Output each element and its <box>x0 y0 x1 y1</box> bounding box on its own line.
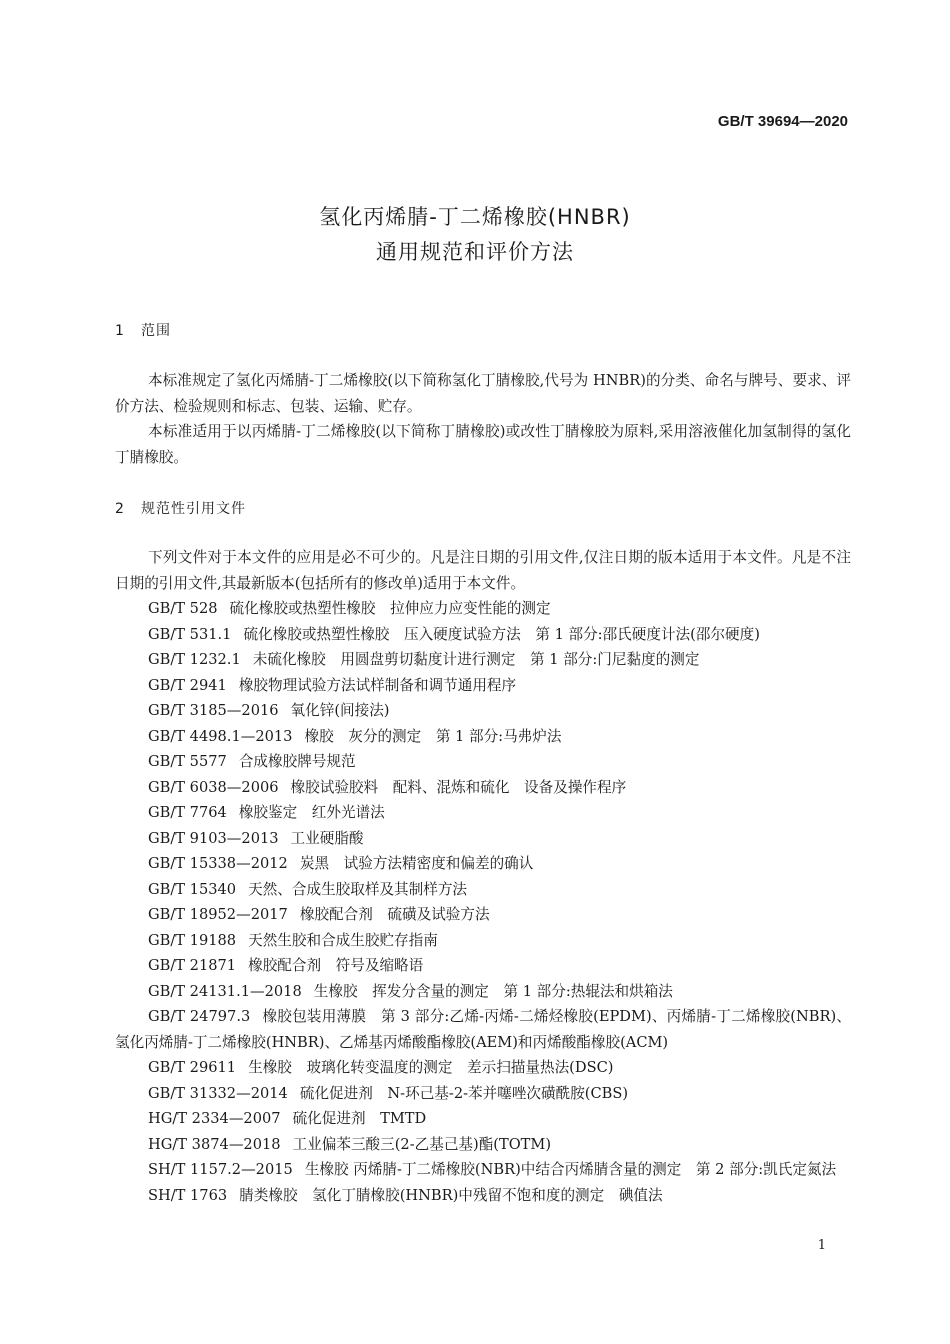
reference-title: 硫化橡胶或热塑性橡胶 拉伸应力应变性能的测定 <box>229 600 551 617</box>
reference-item <box>115 1081 851 1107</box>
reference-code: GB/T 1232.1 <box>148 651 241 668</box>
reference-code: GB/T 4498.1—2013 <box>148 727 293 745</box>
reference-title: 橡胶试验胶料 配料、混炼和硫化 设备及操作程序 <box>290 778 627 796</box>
reference-code: GB/T 21871 <box>148 957 237 974</box>
reference-code: GB/T 5577 <box>148 753 227 770</box>
reference-title: 天然、合成生胶取样及其制样方法 <box>248 880 468 898</box>
section-number: 1 <box>115 323 125 339</box>
document-title-line-2: 通用规范和评价方法 <box>376 240 574 264</box>
reference-code: GB/T 15340 <box>148 880 237 898</box>
reference-item <box>115 928 851 954</box>
reference-item <box>115 749 851 775</box>
reference-title: 工业硬脂酸 <box>290 829 364 847</box>
reference-title: 硫化橡胶或热塑性橡胶 压入硬度试验方法 第 1 部分:邵氏硬度计法(邵尔硬度) <box>243 625 760 643</box>
reference-title: 橡胶配合剂 符号及缩略语 <box>248 957 424 974</box>
reference-item <box>115 1106 851 1132</box>
reference-title: 生橡胶 玻璃化转变温度的测定 差示扫描量热法(DSC) <box>248 1059 614 1076</box>
reference-item <box>115 1132 851 1158</box>
normative-references-list <box>115 596 851 1208</box>
reference-code: GB/T 18952—2017 <box>148 906 288 923</box>
reference-code: HG/T 2334—2007 <box>148 1110 281 1127</box>
reference-item <box>115 622 851 648</box>
reference-title: 橡胶包装用薄膜 第 3 部分:乙烯-丙烯-二烯烃橡胶(EPDM)、丙烯腈-丁二烯橡胶(NBR)、氢化丙烯腈-丁二烯橡胶(HNBR)、乙烯基丙烯酸酯橡胶(AEM)和丙烯酸酯橡胶(ACM) <box>115 1008 851 1051</box>
reference-item <box>115 596 851 622</box>
reference-item <box>115 698 851 724</box>
reference-title: 合成橡胶牌号规范 <box>238 753 356 770</box>
reference-item <box>115 647 851 673</box>
reference-code: SH/T 1763 <box>148 1186 228 1204</box>
reference-code: GB/T 9103—2013 <box>148 829 279 847</box>
reference-title: 天然生胶和合成生胶贮存指南 <box>248 931 438 949</box>
reference-item <box>115 979 851 1005</box>
reference-code: HG/T 3874—2018 <box>148 1135 281 1153</box>
section-1-heading <box>115 320 171 340</box>
reference-item <box>115 851 851 877</box>
reference-code: GB/T 2941 <box>148 676 227 694</box>
reference-code: SH/T 1157.2—2015 <box>148 1161 293 1178</box>
reference-item <box>115 775 851 801</box>
reference-item <box>115 800 851 826</box>
reference-title: 生橡胶 挥发分含量的测定 第 1 部分:热辊法和烘箱法 <box>313 982 673 1000</box>
reference-title: 工业偏苯三酸三(2-乙基己基)酯(TOTM) <box>292 1135 552 1153</box>
reference-code: GB/T 24797.3 <box>148 1008 251 1025</box>
reference-item <box>115 877 851 903</box>
scope-paragraph-2: 本标准适用于以丙烯腈-丁二烯橡胶(以下简称丁腈橡胶)或改性丁腈橡胶为原料,采用溶液催化加氢制得的氢化丁腈橡胶。 <box>115 423 851 466</box>
reference-item <box>115 953 851 979</box>
reference-code: GB/T 24131.1—2018 <box>148 982 302 1000</box>
reference-item <box>115 1183 851 1209</box>
reference-item <box>115 673 851 699</box>
reference-title: 橡胶鉴定 红外光谱法 <box>238 804 385 821</box>
reference-code: GB/T 15338—2012 <box>148 855 288 872</box>
reference-title: 炭黑 试验方法精密度和偏差的确认 <box>299 855 534 872</box>
reference-title: 生橡胶 丙烯腈-丁二烯橡胶(NBR)中结合丙烯腈含量的测定 第 2 部分:凯氏定氮法 <box>304 1161 837 1178</box>
section-number: 2 <box>115 501 125 517</box>
reference-item <box>115 902 851 928</box>
reference-item <box>115 1055 851 1081</box>
reference-item <box>115 826 851 852</box>
document-title-line-1: 氢化丙烯腈-丁二烯橡胶(HNBR) <box>319 205 631 229</box>
reference-title: 硫化促进剂 TMTD <box>292 1110 427 1127</box>
section-title: 规范性引用文件 <box>141 501 246 517</box>
reference-code: GB/T 528 <box>148 600 218 617</box>
reference-title: 硫化促进剂 N-环己基-2-苯并噻唑次磺酰胺(CBS) <box>299 1084 629 1102</box>
reference-code: GB/T 29611 <box>148 1059 237 1076</box>
reference-title: 橡胶配合剂 硫磺及试验方法 <box>299 906 490 923</box>
reference-title: 橡胶 灰分的测定 第 1 部分:马弗炉法 <box>304 727 562 745</box>
section-title: 范围 <box>141 323 171 339</box>
reference-code: GB/T 31332—2014 <box>148 1084 288 1102</box>
reference-title: 腈类橡胶 氢化丁腈橡胶(HNBR)中残留不饱和度的测定 碘值法 <box>239 1186 663 1204</box>
reference-code: GB/T 3185—2016 <box>148 702 279 719</box>
section-2-heading <box>115 498 246 518</box>
scope-paragraph-1: 本标准规定了氢化丙烯腈-丁二烯橡胶(以下简称氢化丁腈橡胶,代号为 HNBR)的分类、命名与牌号、要求、评价方法、检验规则和标志、包装、运输、贮存。 <box>115 372 851 415</box>
reference-code: GB/T 6038—2006 <box>148 778 279 796</box>
reference-item <box>115 724 851 750</box>
reference-code: GB/T 19188 <box>148 931 237 949</box>
reference-item <box>115 1004 851 1055</box>
references-intro-paragraph: 下列文件对于本文件的应用是必不可少的。凡是注日期的引用文件,仅注日期的版本适用于本文件。凡是不注日期的引用文件,其最新版本(包括所有的修改单)适用于本文件。 <box>115 549 851 592</box>
reference-item <box>115 1157 851 1183</box>
standard-number: GB/T 39694—2020 <box>717 113 848 130</box>
reference-code: GB/T 7764 <box>148 804 227 821</box>
reference-code: GB/T 531.1 <box>148 625 232 643</box>
reference-title: 未硫化橡胶 用圆盘剪切黏度计进行测定 第 1 部分:门尼黏度的测定 <box>252 651 700 668</box>
reference-title: 氧化锌(间接法) <box>290 702 390 719</box>
page-number: 1 <box>817 1238 826 1253</box>
reference-title: 橡胶物理试验方法试样制备和调节通用程序 <box>238 676 517 694</box>
